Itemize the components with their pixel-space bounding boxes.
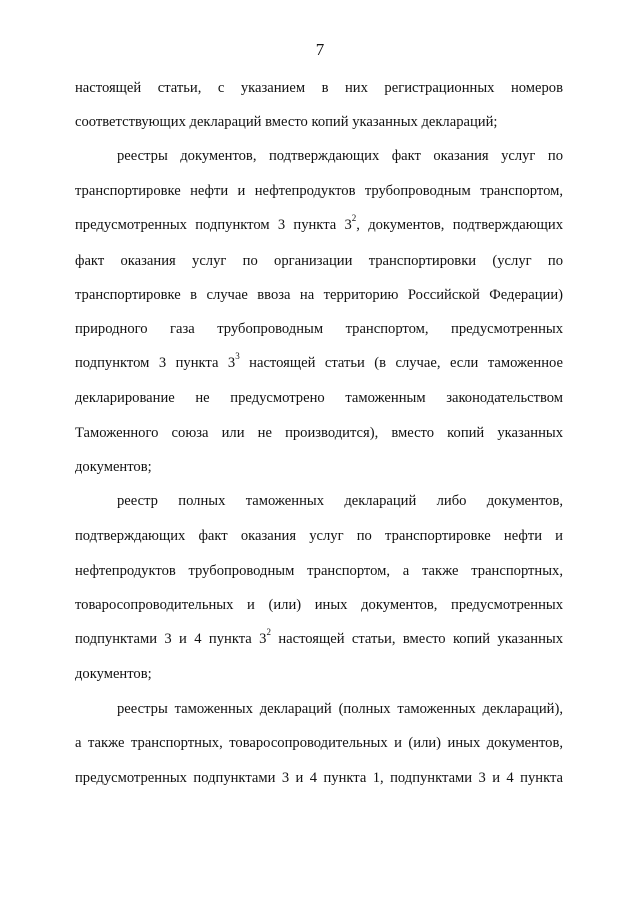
superscript-3: 3 [235,351,240,362]
text-line-20: а также транспортных, товаросопроводительных и (или) иных документов, [75,735,563,751]
text-line-15: нефтепродуктов трубопроводным транспортом, а также транспортных, [75,563,563,579]
text-line-7: транспортировке в случае ввоза на территорию Российской Федерации) [75,287,563,303]
text-line-1: настоящей статьи, с указанием в них регистрационных номеров [75,80,563,96]
text-line-19: реестры таможенных деклараций (полных таможенных деклараций), [117,701,563,717]
text-line-17 [75,627,564,648]
text-line-5-part-a: предусмотренных подпунктом 3 пункта 3 [75,217,352,233]
text-line-3: реестры документов, подтверждающих факт оказания услуг по [117,148,563,164]
text-line-9-part-b: настоящей статьи (в случае, если таможенное [239,355,563,371]
text-line-17-part-a: подпунктами 3 и 4 пункта 3 [75,631,267,647]
text-line-12: документов; [75,459,152,475]
text-line-13: реестр полных таможенных деклараций либо документов, [117,493,563,509]
text-line-17-part-b: настоящей статьи, вместо копий указанных [270,631,564,647]
text-line-14: подтверждающих факт оказания услуг по транспортировке нефти и [75,528,563,544]
text-line-5-part-b: , документов, подтверждающих [356,217,563,233]
text-line-9 [75,351,563,372]
text-line-2: соответствующих деклараций вместо копий указанных деклараций; [75,114,498,130]
text-line-18: документов; [75,666,152,682]
text-line-11: Таможенного союза или не производится), вместо копий указанных [75,425,563,441]
text-line-10: декларирование не предусмотрено таможенным законодательством [75,390,563,406]
text-line-9-part-a: подпунктом 3 пункта 3 [75,355,236,371]
superscript-2: 2 [351,213,357,224]
text-line-6: факт оказания услуг по организации транспортировки (услуг по [75,253,563,269]
text-line-8: природного газа трубопроводным транспортом, предусмотренных [75,321,563,337]
text-line-4: транспортировке нефти и нефтепродуктов трубопроводным транспортом, [75,183,563,199]
superscript-2b: 2 [266,627,271,638]
text-line-5 [75,213,563,234]
text-line-21: предусмотренных подпунктами 3 и 4 пункта 1, подпунктами 3 и 4 пункта [75,770,563,786]
text-line-16: товаросопроводительных и (или) иных документов, предусмотренных [75,597,563,613]
page-number: 7 [315,40,325,59]
